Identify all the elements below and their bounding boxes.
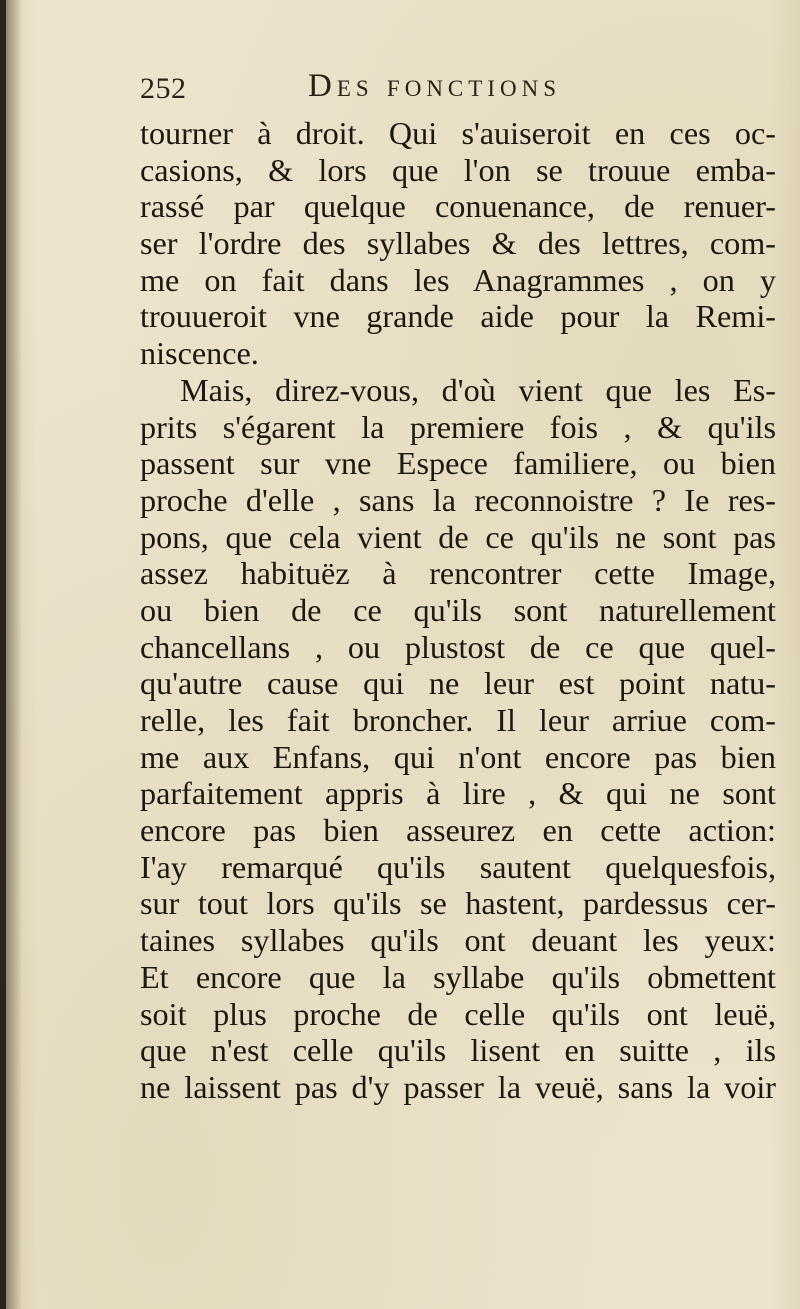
text-line: prits s'égarent la premiere fois , & qu'ils — [140, 408, 776, 445]
text-line: taines syllabes qu'ils ont deuant les yeux: — [140, 922, 776, 959]
text-line: casions, & lors que l'on se trouue emba- — [140, 151, 776, 188]
text-line: rassé par quelque conuenance, de renuer- — [140, 188, 776, 225]
text-line: encore pas bien asseurez en cette action: — [140, 812, 776, 849]
text-line: ser l'ordre des syllabes & des lettres, com- — [140, 225, 776, 262]
text-line: soit plus proche de celle qu'ils ont leuë, — [140, 995, 776, 1032]
body-text — [140, 115, 776, 1106]
text-line: proche d'elle , sans la reconnoistre ? Ie res- — [140, 481, 776, 518]
paragraph-start-line: Mais, direz-vous, d'où vient que les Es- — [180, 371, 776, 408]
gutter-shadow — [6, 0, 22, 1309]
text-line: pons, que cela vient de ce qu'ils ne sont pas — [140, 518, 776, 555]
text-line: chancellans , ou plustost de ce que quel- — [140, 628, 776, 665]
text-line: tourner à droit. Qui s'auiseroit en ces oc- — [140, 115, 776, 151]
paragraph-end-line: niscence. — [140, 335, 259, 372]
text-line: assez habituëz à rencontrer cette Image, — [140, 555, 776, 592]
running-title: Des fonctions — [308, 68, 561, 104]
text-line: sur tout lors qu'ils se hastent, pardessus cer- — [140, 885, 776, 922]
text-line: passent sur vne Espece familiere, ou bien — [140, 445, 776, 482]
text-line: me aux Enfans, qui n'ont encore pas bien — [140, 738, 776, 775]
text-line: relle, les fait broncher. Il leur arriue com- — [140, 702, 776, 738]
book-page — [6, 0, 800, 1309]
text-line: qu'autre cause qui ne leur est point natu- — [140, 665, 776, 702]
text-line: que n'est celle qu'ils lisent en suitte , ils — [140, 1032, 776, 1069]
text-line: me on fait dans les Anagrammes , on y — [140, 261, 776, 298]
running-head — [140, 68, 700, 112]
text-line: ou bien de ce qu'ils sont naturellement — [140, 591, 776, 628]
text-line: trouueroit vne grande aide pour la Remi- — [140, 298, 776, 335]
page-number: 252 — [140, 72, 187, 105]
text-line: I'ay remarqué qu'ils sautent quelquesfois, — [140, 848, 776, 885]
text-line: Et encore que la syllabe qu'ils obmettent — [140, 958, 776, 995]
text-line: parfaitement appris à lire , & qui ne sont — [140, 775, 776, 812]
text-line: ne laissent pas d'y passer la veuë, sans la voir — [140, 1068, 776, 1105]
